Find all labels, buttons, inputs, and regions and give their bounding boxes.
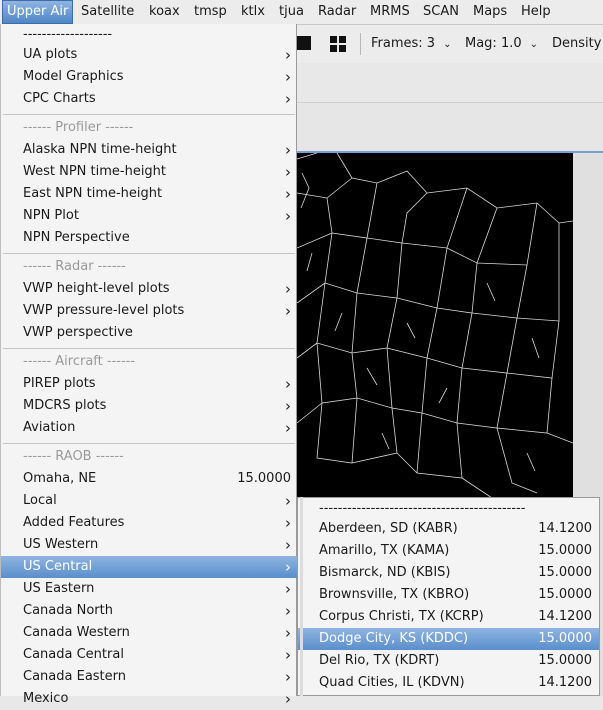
chevron-right-icon: ›	[285, 163, 291, 181]
menu-item-canada-eastern[interactable]: Canada Eastern ›	[23, 668, 291, 686]
menu-item-added-features[interactable]: Added Features ›	[23, 514, 291, 532]
chevron-right-icon: ›	[285, 302, 291, 320]
frames-dropdown[interactable]	[371, 34, 451, 55]
chevron-right-icon: ›	[285, 141, 291, 159]
chevron-right-icon: ›	[285, 280, 291, 298]
submenu-item-value: 14.1200	[538, 609, 592, 624]
frames-label: Frames: 3	[371, 36, 436, 51]
submenu-item-value: 14.1200	[538, 675, 592, 690]
menu-divider	[3, 348, 295, 349]
county-boundaries-map	[297, 153, 573, 498]
menu-item-npn-plot[interactable]: NPN Plot ›	[23, 207, 291, 225]
menu-divider	[3, 253, 295, 254]
display-mode-icon[interactable]	[297, 36, 311, 50]
submenu-item-value: 14.1200	[538, 521, 592, 536]
us-central-submenu	[297, 497, 600, 696]
menu-koax[interactable]: koax	[149, 4, 180, 19]
menu-item-vwp-height[interactable]: VWP height-level plots ›	[23, 280, 291, 298]
section-header-aircraft: ------ Aircraft ------	[23, 354, 136, 369]
submenu-tearoff-separator[interactable]: --------------------------------------------	[319, 501, 526, 516]
menu-scan[interactable]: SCAN	[423, 4, 459, 19]
submenu-item-kbis[interactable]: Bismarck, ND (KBIS) 15.0000	[298, 562, 599, 584]
chevron-right-icon: ›	[285, 580, 291, 598]
section-header-profiler: ------ Profiler ------	[23, 120, 134, 135]
chevron-down-icon: ⌄	[443, 39, 452, 50]
chevron-right-icon: ›	[285, 536, 291, 554]
submenu-item-value: 15.0000	[538, 631, 592, 646]
submenu-item-value: 15.0000	[538, 565, 592, 580]
submenu-item-kabr[interactable]: Aberdeen, SD (KABR) 14.1200	[298, 518, 599, 540]
menu-item-canada-north[interactable]: Canada North ›	[23, 602, 291, 620]
secondary-toolbar	[297, 102, 603, 153]
submenu-item-value: 15.0000	[538, 543, 592, 558]
chevron-right-icon: ›	[285, 602, 291, 620]
chevron-right-icon: ›	[285, 624, 291, 642]
menu-item-canada-central[interactable]: Canada Central ›	[23, 646, 291, 664]
chevron-right-icon: ›	[285, 185, 291, 203]
menu-item-npn-perspective[interactable]: NPN Perspective	[23, 230, 130, 245]
submenu-item-kdrt[interactable]: Del Rio, TX (KDRT) 15.0000	[298, 650, 599, 672]
menu-ktlx[interactable]: ktlx	[241, 4, 265, 19]
menu-item-cpc-charts[interactable]: CPC Charts ›	[23, 90, 291, 108]
menu-item-alaska-npn[interactable]: Alaska NPN time-height ›	[23, 141, 291, 159]
mag-dropdown[interactable]	[465, 34, 538, 55]
menu-mrms[interactable]: MRMS	[370, 4, 410, 19]
menu-item-east-npn[interactable]: East NPN time-height ›	[23, 185, 291, 203]
chevron-right-icon: ›	[285, 46, 291, 64]
menu-tmsp[interactable]: tmsp	[194, 4, 227, 19]
menu-item-local[interactable]: Local ›	[23, 492, 291, 510]
menu-bar	[0, 0, 603, 25]
submenu-scrollbar[interactable]	[300, 497, 303, 696]
menu-item-model-graphics[interactable]: Model Graphics ›	[23, 68, 291, 86]
section-header-raob: ------ RAOB ------	[23, 449, 124, 464]
menu-tearoff-separator[interactable]: -------------------	[23, 27, 113, 42]
chevron-right-icon: ›	[285, 68, 291, 86]
submenu-item-kbro[interactable]: Brownsville, TX (KBRO) 15.0000	[298, 584, 599, 606]
chevron-right-icon: ›	[285, 514, 291, 532]
menu-upper-air[interactable]: Upper Air	[2, 0, 73, 24]
chevron-down-icon: ⌄	[529, 39, 539, 50]
map-canvas[interactable]	[297, 153, 573, 498]
toolbar-divider	[360, 33, 361, 55]
chevron-right-icon: ›	[285, 419, 291, 437]
menu-radar[interactable]: Radar	[318, 4, 357, 19]
menu-item-mdcrs-plots[interactable]: MDCRS plots ›	[23, 397, 291, 415]
menu-item-vwp-perspective[interactable]: VWP perspective	[23, 325, 133, 340]
mag-label: Mag: 1.0	[465, 36, 522, 51]
menu-item-west-npn[interactable]: West NPN time-height ›	[23, 163, 291, 181]
menu-help[interactable]: Help	[521, 4, 551, 19]
menu-satellite[interactable]: Satellite	[81, 4, 135, 19]
upper-air-menu	[0, 24, 297, 708]
menu-tjua[interactable]: tjua	[279, 4, 304, 19]
chevron-right-icon: ›	[285, 397, 291, 415]
menu-item-mexico[interactable]: Mexico ›	[23, 690, 291, 708]
chevron-right-icon: ›	[285, 375, 291, 393]
chevron-right-icon: ›	[285, 690, 291, 708]
chevron-right-icon: ›	[285, 492, 291, 510]
menu-item-canada-western[interactable]: Canada Western ›	[23, 624, 291, 642]
menu-item-us-eastern[interactable]: US Eastern ›	[23, 580, 291, 598]
chevron-right-icon: ›	[285, 90, 291, 108]
submenu-item-value: 15.0000	[538, 653, 592, 668]
submenu-item-kddc[interactable]: Dodge City, KS (KDDC) 15.0000	[298, 628, 599, 650]
chevron-right-icon: ›	[285, 207, 291, 225]
menu-item-us-western[interactable]: US Western ›	[23, 536, 291, 554]
menu-maps[interactable]: Maps	[473, 4, 508, 19]
density-dropdown[interactable]: Density	[552, 36, 602, 51]
menu-item-aviation[interactable]: Aviation ›	[23, 419, 291, 437]
menu-item-omaha[interactable]: Omaha, NE 15.0000	[1, 468, 297, 490]
section-header-radar: ------ Radar ------	[23, 259, 126, 274]
chevron-right-icon: ›	[285, 558, 291, 576]
submenu-item-kdvn[interactable]: Quad Cities, IL (KDVN) 14.1200	[298, 672, 599, 694]
menu-item-us-central[interactable]: US Central ›	[1, 556, 297, 578]
menu-divider	[3, 443, 295, 444]
menu-item-ua-plots[interactable]: UA plots ›	[23, 46, 291, 64]
menu-divider	[3, 114, 295, 115]
submenu-item-kama[interactable]: Amarillo, TX (KAMA) 15.0000	[298, 540, 599, 562]
submenu-item-value: 15.0000	[538, 587, 592, 602]
layout-grid-icon[interactable]	[330, 36, 346, 52]
submenu-item-kcrp[interactable]: Corpus Christi, TX (KCRP) 14.1200	[298, 606, 599, 628]
chevron-right-icon: ›	[285, 646, 291, 664]
menu-item-pirep-plots[interactable]: PIREP plots ›	[23, 375, 291, 393]
menu-item-vwp-pressure[interactable]: VWP pressure-level plots ›	[23, 302, 291, 320]
menu-item-value: 15.0000	[237, 471, 291, 486]
chevron-right-icon: ›	[285, 668, 291, 686]
